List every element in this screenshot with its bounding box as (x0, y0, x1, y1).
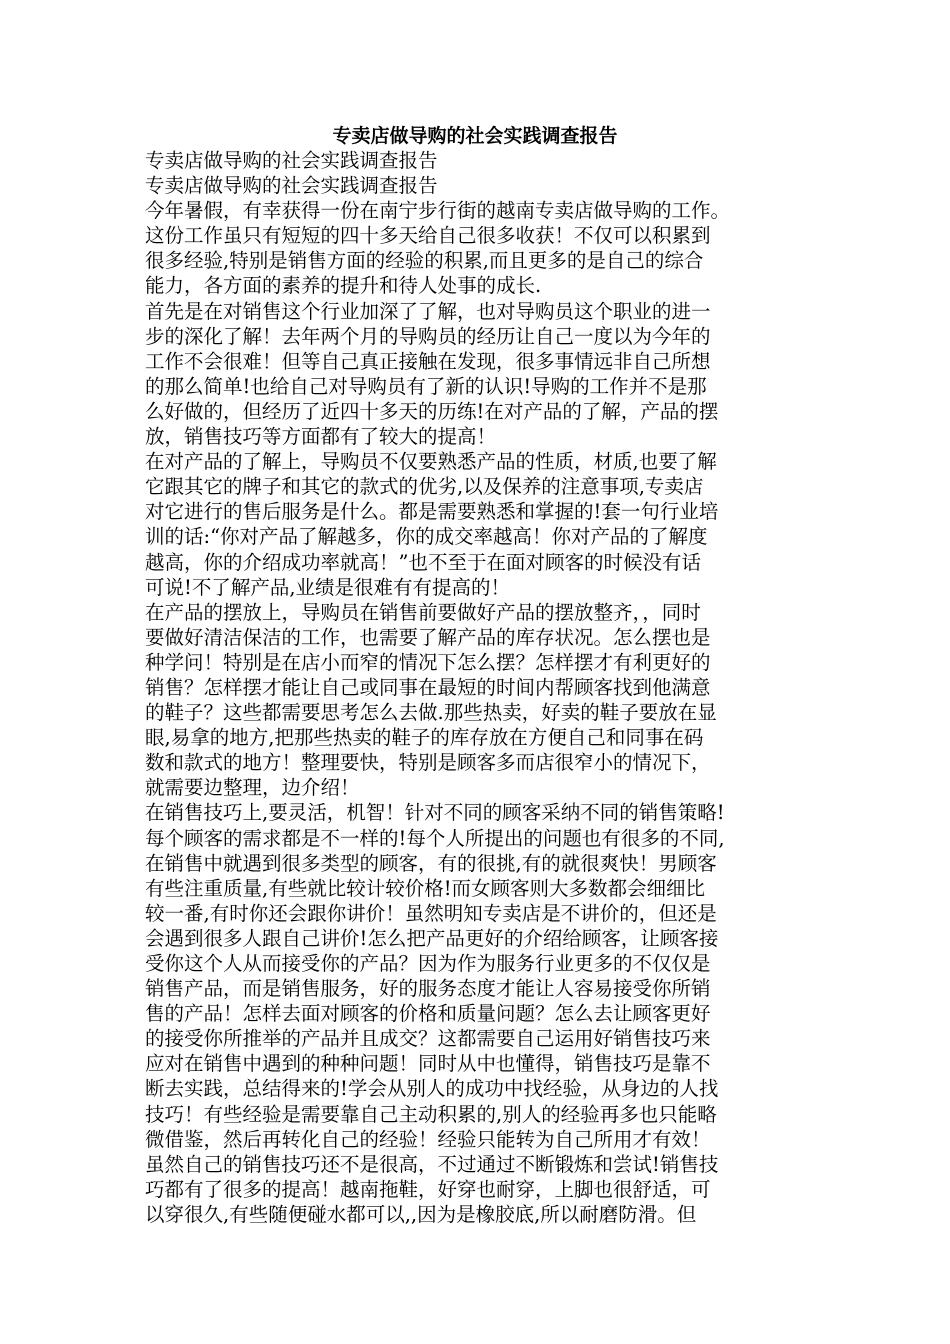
text-line: 在销售中就遇到很多类型的顾客，有的很挑,有的就很爽快！男顾客 (145, 851, 717, 875)
text-line: 越高，你的介绍成功率就高！”也不至于在面对顾客的时候没有话 (145, 550, 701, 574)
text-line: 能力，各方面的素养的提升和待人处事的成长. (145, 274, 542, 298)
text-line: 较一番,有时你还会跟你讲价！虽然明知专卖店是不讲价的，但还是 (145, 901, 717, 925)
text-line: 以穿很久,有些随便碰水都可以,,因为是橡胶底,所以耐磨防滑。但 (145, 1202, 697, 1226)
text-line: 的那么简单!也给自己对导购员有了新的认识!导购的工作并不是那 (145, 374, 707, 398)
text-line: 首先是在对销售这个行业加深了了解，也对导购员这个职业的进一 (145, 299, 711, 323)
text-line: 销售产品，而是销售服务，好的服务态度才能让人容易接受你所销 (145, 977, 711, 1001)
text-line: 要做好清洁保洁的工作，也需要了解产品的库存状况。怎么摆也是 (145, 625, 711, 649)
text-line: 专卖店做导购的社会实践调查报告 (145, 174, 438, 198)
text-line: 在产品的摆放上，导购员在销售前要做好产品的摆放整齐，，同时 (145, 600, 701, 624)
text-line: 每个顾客的需求都是不一样的!每个人所提出的问题也有很多的不同, (145, 826, 725, 850)
text-line: 步的深化了解！去年两个月的导购员的经历让自己一度以为今年的 (145, 324, 711, 348)
text-line: 在对产品的了解上，导购员不仅要熟悉产品的性质，材质,也要了解 (145, 450, 717, 474)
text-line: 虽然自己的销售技巧还不是很高，不过通过不断锻炼和尝试!销售技 (145, 1152, 719, 1176)
text-line: 断去实践，总结得来的!学会从别人的成功中找经验，从身边的人找 (145, 1077, 719, 1101)
text-line: 工作不会很难！但等自己真正接触在发现，很多事情远非自己所想 (145, 349, 711, 373)
text-line: 受你这个人从而接受你的产品？因为作为服务行业更多的不仅仅是 (145, 952, 711, 975)
text-line: 很多经验,特别是销售方面的经验的积累,而且更多的是自己的综合 (145, 249, 704, 273)
text-line: 有些注重质量,有些就比较计较价格!而女顾客则大多数都会细细比 (145, 876, 706, 900)
text-line: 数和款式的地方！整理要快，特别是顾客多而店很窄小的情况下， (145, 751, 711, 775)
text-line: 就需要边整理，边介绍！ (145, 776, 360, 800)
text-line: 训的话:“你对产品了解越多，你的成交率越高！你对产品的了解度 (145, 525, 708, 549)
text-line: 眼,易拿的地方,把那些热卖的鞋子的库存放在方便自己和同事在码 (145, 726, 704, 750)
text-line: 今年暑假，有幸获得一份在南宁步行街的越南专卖店做导购的工作。 (145, 199, 731, 223)
text-line: 微借鉴，然后再转化自己的经验！经验只能转为自己所用才有效！ (145, 1127, 711, 1151)
text-line: 放，销售技巧等方面都有了较大的提高！ (145, 425, 497, 449)
text-line: 应对在销售中遇到的种种问题！同时从中也懂得，销售技巧是靠不 (145, 1052, 711, 1076)
text-line: 它跟其它的牌子和其它的款式的优劣,以及保养的注意事项,专卖店 (145, 475, 704, 499)
text-line: 会遇到很多人跟自己讲价!怎么把产品更好的介绍给顾客，让顾客接 (145, 926, 719, 950)
text-line: 销售？怎样摆才能让自己或同事在最短的时间内帮顾客找到他满意 (145, 675, 711, 699)
text-line: 么好做的，但经历了近四十多天的历练!在对产品的了解，产品的摆 (145, 399, 719, 423)
document-body (145, 148, 817, 1227)
text-line: 在销售技巧上,要灵活，机智！针对不同的顾客采纳不同的销售策略! (145, 801, 725, 825)
text-line: 专卖店做导购的社会实践调查报告 (145, 149, 438, 172)
document-title: 专卖店做导购的社会实践调查报告 (332, 125, 618, 147)
text-line: 这份工作虽只有短短的四十多天给自己很多收获！不仅可以积累到 (145, 224, 711, 248)
text-line: 可说!不了解产品,业绩是很难有有提高的！ (145, 575, 511, 599)
text-line: 对它进行的售后服务是什么。都是需要熟悉和掌握的!套一句行业培 (145, 500, 719, 524)
text-line: 种学问！特别是在店小而窄的情况下怎么摆？怎样摆才有利更好的 (145, 650, 711, 674)
text-line: 售的产品！怎样去面对顾客的价格和质量问题？怎么去让顾客更好 (145, 1002, 711, 1026)
text-line: 技巧！有些经验是需要靠自己主动积累的,别人的经验再多也只能略 (145, 1102, 717, 1126)
text-line: 的鞋子？这些都需要思考怎么去做.那些热卖，好卖的鞋子要放在显 (145, 701, 717, 725)
text-line: 的接受你所推举的产品并且成交？这都需要自己运用好销售技巧来 (145, 1027, 711, 1051)
text-line: 巧都有了很多的提高！越南拖鞋，好穿也耐穿，上脚也很舒适，可 (145, 1177, 711, 1201)
